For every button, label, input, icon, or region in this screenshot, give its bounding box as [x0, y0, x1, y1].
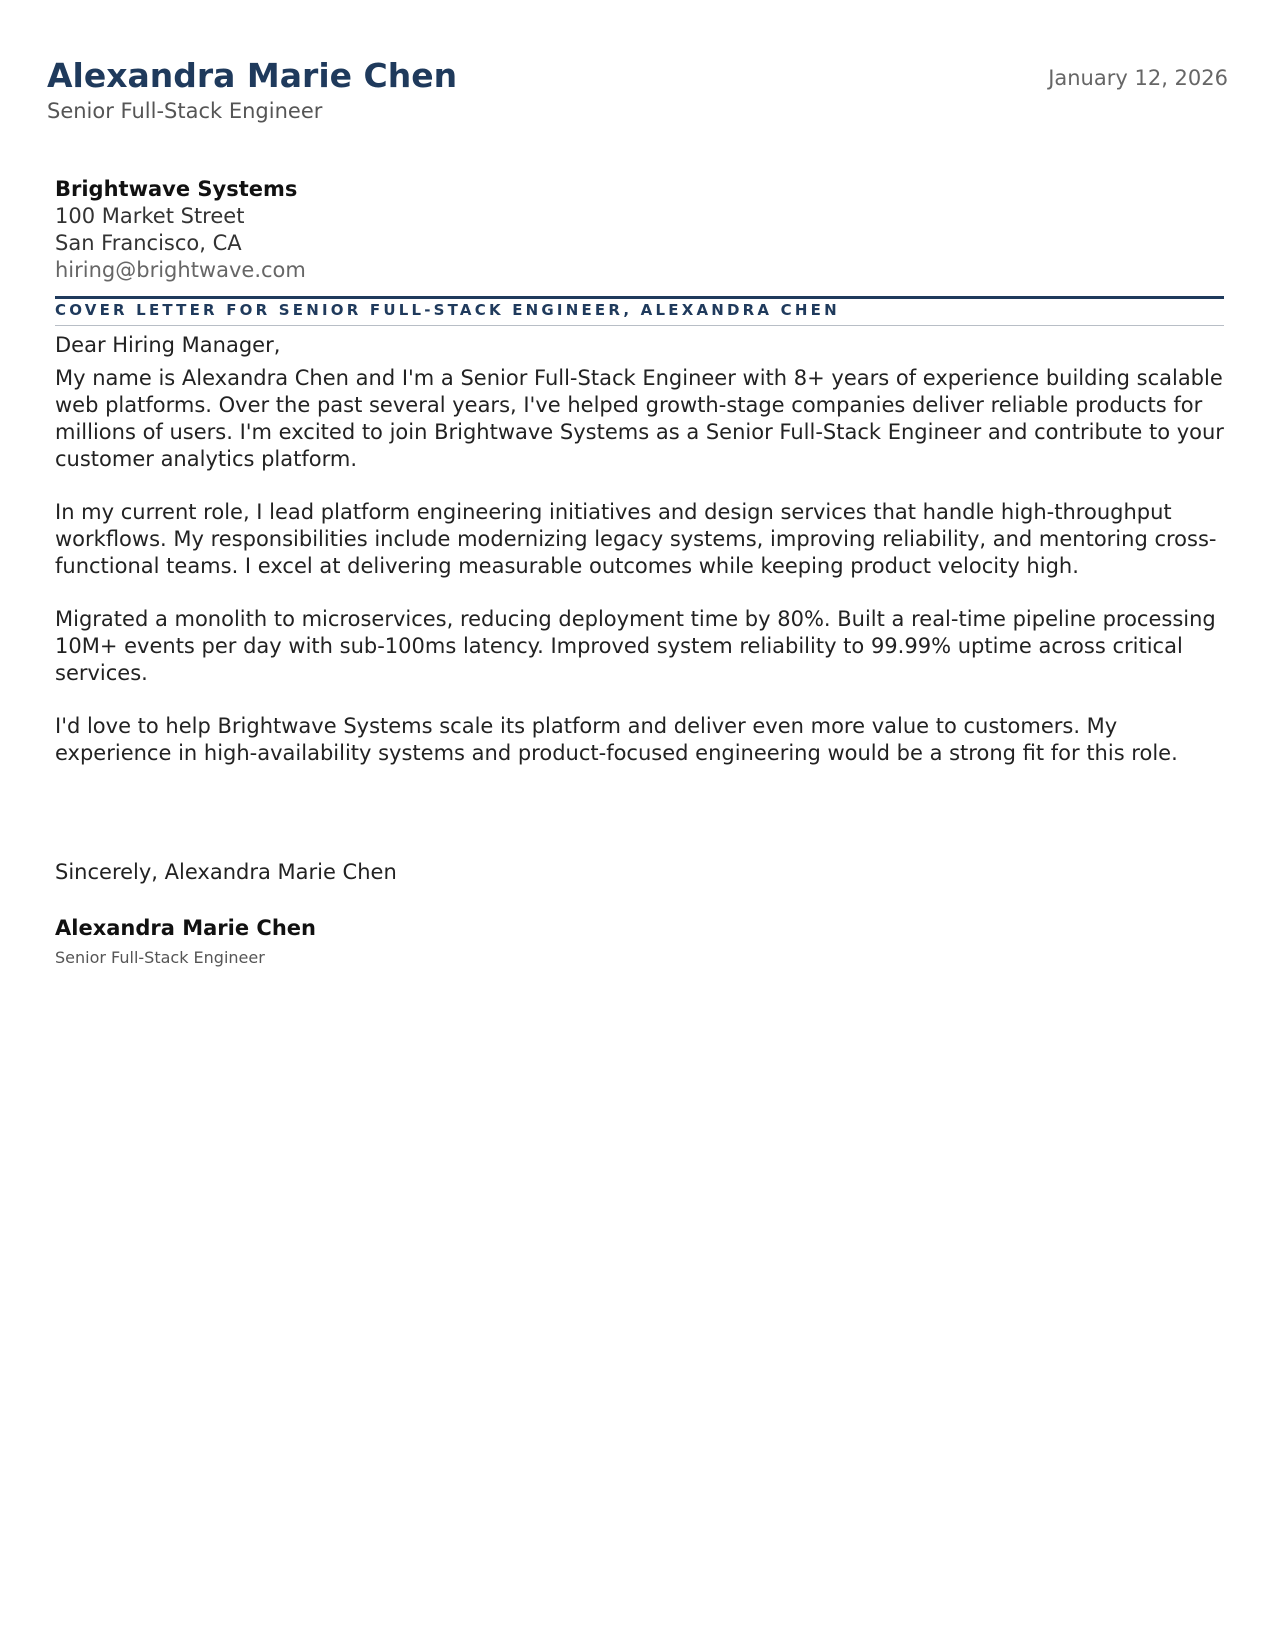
- body-paragraph-achievements: Migrated a monolith to microservices, reducing deployment time by 80%. Built a real-time pipeline processing 10M+ events per day with sub-100ms latency. Improved system reliability to 99.99% uptime across critical services.: [55, 607, 1216, 685]
- subject-line: COVER LETTER FOR SENIOR FULL-STACK ENGINEER, ALEXANDRA CHEN: [55, 301, 840, 319]
- recipient-email: hiring@brightwave.com: [55, 258, 306, 282]
- recipient-block: [55, 176, 306, 284]
- body-paragraph-closing: I'd love to help Brightwave Systems scale its platform and deliver even more value to customers. My experience in high-availability systems and product-focused engineering would be a strong fit for this role.: [55, 714, 1178, 765]
- subject-top-divider: [55, 296, 1224, 299]
- letter-body: [55, 332, 1230, 793]
- body-paragraph-intro: My name is Alexandra Chen and I'm a Senior Full-Stack Engineer with 8+ years of experience building scalable web platforms. Over the past several years, I've helped growth-stage companies deliver reliable products for millions of users. I'm excited to join Brightwave Systems as a Senior Full-Stack Engineer and contribute to your customer analytics platform.: [55, 366, 1224, 471]
- recipient-company: Brightwave Systems: [55, 177, 298, 201]
- sender-name: Alexandra Marie Chen: [47, 56, 458, 95]
- salutation: Dear Hiring Manager,: [55, 333, 281, 357]
- recipient-city: San Francisco, CA: [55, 231, 242, 255]
- sender-title: Senior Full-Stack Engineer: [47, 99, 323, 123]
- signature-title: Senior Full-Stack Engineer: [55, 948, 265, 967]
- recipient-street: 100 Market Street: [55, 204, 245, 228]
- body-paragraph-role: In my current role, I lead platform engineering initiatives and design services that handle high-throughput workflows. My responsibilities include modernizing legacy systems, improving reliability, and mentoring cross-functional teams. I excel at delivering measurable outcomes while keeping product velocity high.: [55, 500, 1217, 578]
- closing-line: Sincerely, Alexandra Marie Chen: [55, 860, 397, 884]
- subject-bottom-divider: [55, 325, 1224, 326]
- letter-date: January 12, 2026: [1048, 66, 1228, 90]
- signature-name: Alexandra Marie Chen: [55, 916, 316, 940]
